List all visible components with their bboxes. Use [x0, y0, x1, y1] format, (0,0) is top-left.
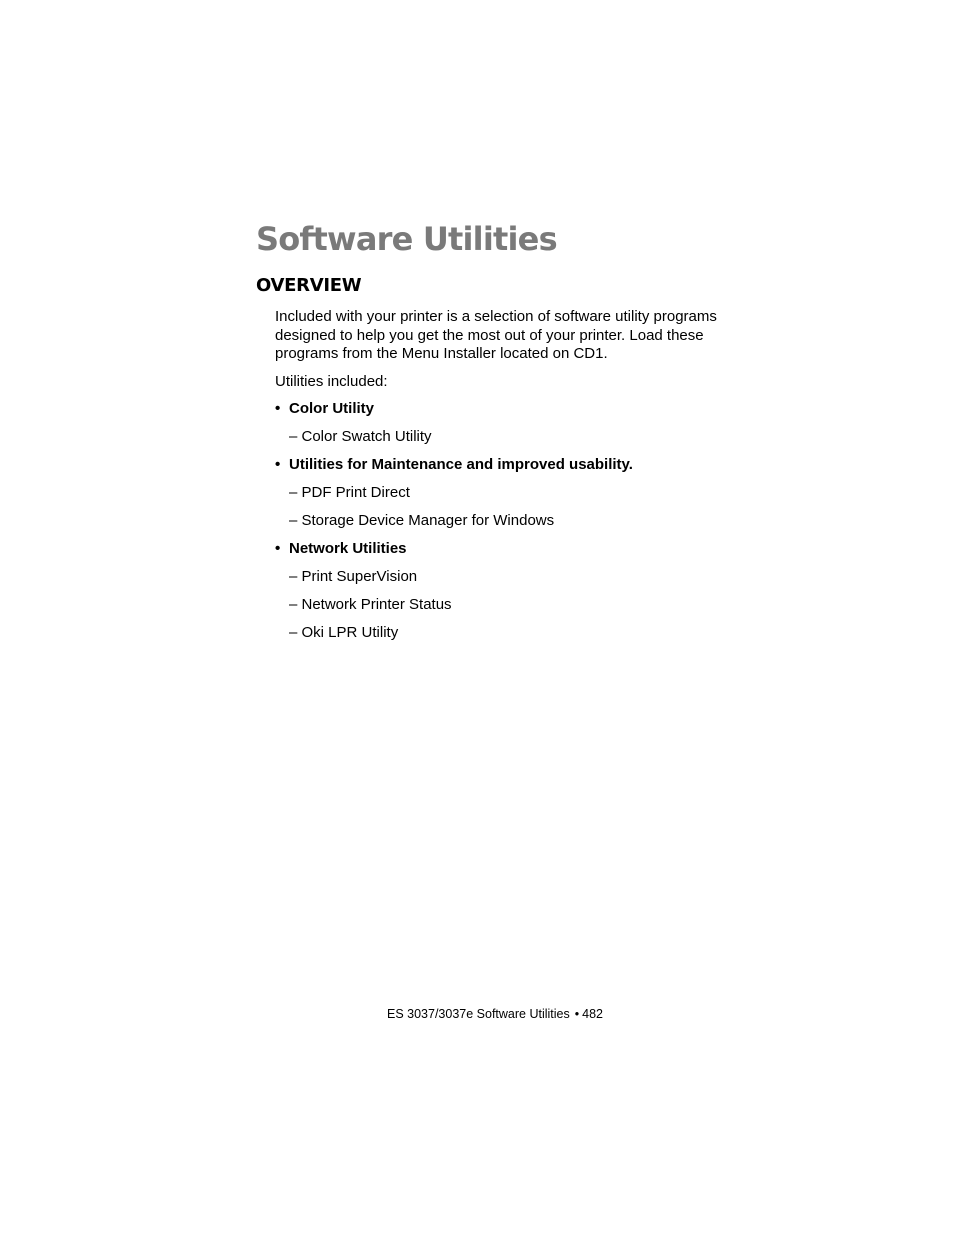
page-number: 482 [582, 1007, 603, 1021]
footer-doc-title: ES 3037/3037e Software Utilities [387, 1007, 570, 1021]
footer-separator: • [574, 1007, 580, 1021]
group-title [275, 540, 755, 559]
subitem-list [275, 484, 755, 531]
subitem-list [275, 568, 755, 643]
utilities-list [275, 400, 755, 643]
bullet-icon: • [275, 540, 281, 557]
list-item: – Storage Device Manager for Windows [289, 512, 555, 529]
bullet-icon: • [275, 400, 281, 417]
utilities-label: Utilities included: [275, 372, 388, 390]
section-heading-overview: OVERVIEW [256, 275, 362, 296]
intro-paragraph: Included with your printer is a selection of software utility programs designed to help you get the most out of your printer. Load these programs from the Menu Installer located on CD1. [275, 308, 717, 362]
group-title-text: Utilities for Maintenance and improved usability. [289, 456, 633, 473]
page-title: Software Utilities [256, 220, 557, 258]
list-item: – PDF Print Direct [289, 484, 410, 501]
list-item: – Network Printer Status [289, 596, 452, 613]
utility-group-color [275, 400, 755, 447]
utility-group-network [275, 540, 755, 643]
utility-group-maintenance [275, 456, 755, 531]
group-title-text: Network Utilities [289, 540, 407, 557]
page-footer [387, 1006, 603, 1022]
group-title-text: Color Utility [289, 400, 374, 417]
group-title [275, 456, 755, 475]
group-title [275, 400, 755, 419]
subitem-list [275, 428, 755, 447]
content-body [275, 308, 755, 652]
list-item: – Print SuperVision [289, 568, 418, 585]
bullet-icon: • [275, 456, 281, 473]
list-item: – Oki LPR Utility [289, 624, 399, 641]
list-item: – Color Swatch Utility [289, 428, 432, 445]
